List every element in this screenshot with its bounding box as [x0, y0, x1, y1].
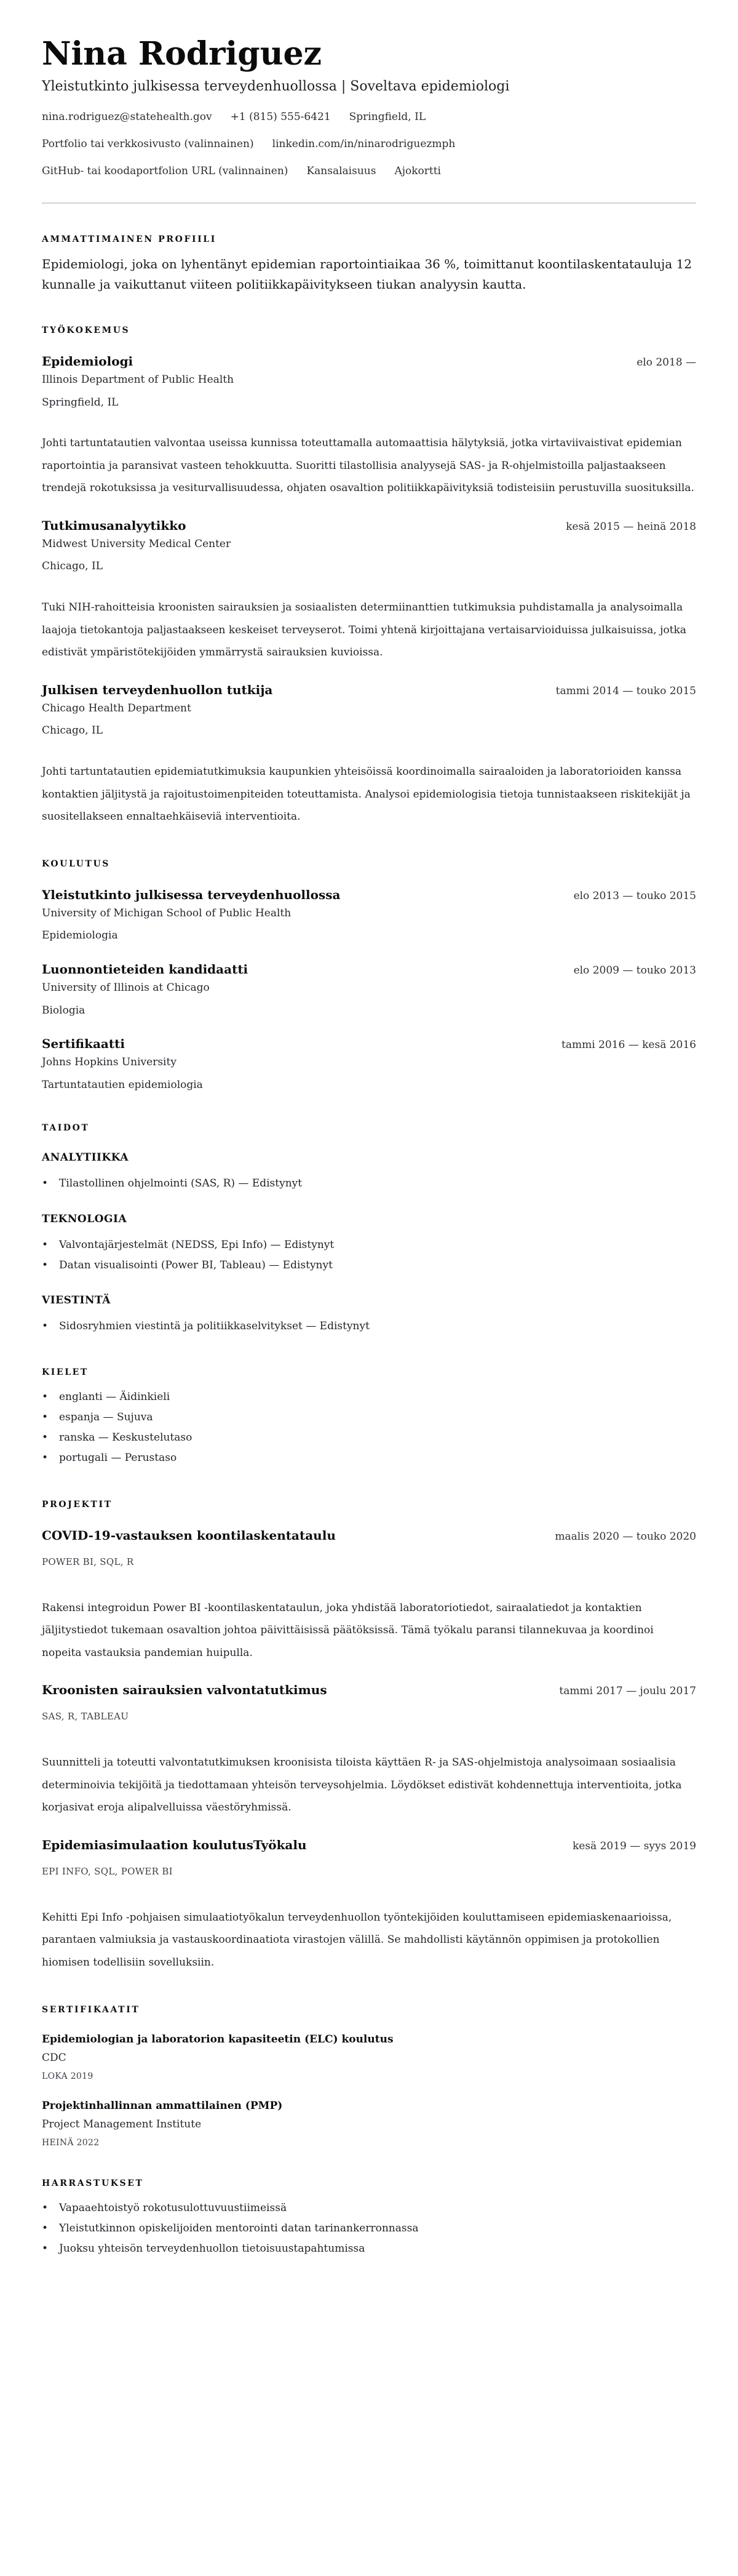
section-title-profile: AMMATTIMAINEN PROFIILI — [42, 234, 216, 244]
job-title: Tutkimusanalyytikko — [42, 518, 186, 533]
certification-entry — [42, 2033, 696, 2081]
section-title-certifications: SERTIFIKAATIT — [42, 2004, 140, 2015]
skill-list — [42, 1316, 696, 1337]
job-location: Springfield, IL — [42, 396, 119, 409]
contact-row-1 — [42, 110, 696, 124]
contact-email[interactable]: nina.rodriguez@statehealth.gov — [42, 110, 212, 123]
contact-portfolio[interactable]: Portfolio tai verkkosivusto (valinnainen) — [42, 137, 254, 150]
interest-item: • Yleistutkinnon opiskelijoiden mentorointi datan tarinankerronnassa — [42, 2218, 696, 2239]
skill-list — [42, 1174, 696, 1194]
language-item: • englanti — Äidinkieli — [42, 1387, 696, 1407]
section-title-skills: TAIDOT — [42, 1123, 90, 1134]
certification-entry — [42, 2100, 696, 2148]
job-dates: tammi 2014 — touko 2015 — [555, 684, 696, 697]
field-of-study: Epidemiologia — [42, 929, 118, 942]
job-location: Chicago, IL — [42, 560, 103, 573]
candidate-name: Nina Rodriguez — [42, 35, 322, 73]
certification-date: LOKA 2019 — [42, 2071, 93, 2081]
field-of-study: Biologia — [42, 1004, 85, 1017]
skill-item: • Valvontajärjestelmät (NEDSS, Epi Info) — Edistynyt — [42, 1235, 696, 1255]
profile-section — [42, 234, 696, 295]
project-name: Epidemiasimulaation koulutusTyökalu — [42, 1837, 307, 1852]
education-entry — [42, 962, 696, 1018]
job-organization: Midwest University Medical Center — [42, 537, 231, 550]
job-dates: kesä 2015 — heinä 2018 — [566, 520, 696, 533]
experience-entry — [42, 354, 696, 500]
contact-row-2 — [42, 137, 696, 151]
skill-item: • Tilastollinen ohjelmointi (SAS, R) — Edistynyt — [42, 1174, 696, 1194]
section-title-experience: TYÖKOKEMUS — [42, 325, 130, 335]
project-dates: kesä 2019 — syys 2019 — [572, 1839, 696, 1852]
section-title-projects: PROJEKTIT — [42, 1499, 113, 1510]
contact-github[interactable]: GitHub- tai koodaportfolion URL (valinnainen) — [42, 164, 288, 177]
language-list — [42, 1387, 696, 1469]
project-tech-stack: SAS, R, TABLEAU — [42, 1711, 129, 1722]
job-title: Epidemiologi — [42, 353, 133, 369]
skill-category-technology: TEKNOLOGIA — [42, 1212, 127, 1225]
job-organization: Illinois Department of Public Health — [42, 373, 234, 386]
project-description: Kehitti Epi Info -pohjaisen simulaatiotyökalun terveydenhuollon työntekijöiden kouluttamiseen epidemiaskenaarioissa, parantaen valmiuksia ja vastauskoordinaatiota virastojen välillä. Se mahdollisti käytännön oppimisen ja protokollien hiomisen todellisiin sovelluksiin. — [42, 1911, 672, 1969]
language-item: • espanja — Sujuva — [42, 1407, 696, 1428]
degree-title: Sertifikaatti — [42, 1036, 125, 1052]
languages-section — [42, 1367, 696, 1469]
interests-section — [42, 2178, 696, 2259]
certification-date: HEINÄ 2022 — [42, 2137, 100, 2148]
project-entry — [42, 1838, 696, 1974]
education-entry — [42, 887, 696, 943]
certification-issuer: CDC — [42, 2051, 66, 2064]
skill-item: • Sidosryhmien viestintä ja politiikkaselvitykset — Edistynyt — [42, 1316, 696, 1337]
project-description: Rakensi integroidun Power BI -koontilaskentataulun, joka yhdistää laboratoriotiedot, sairaalatiedot ja kontaktien jäljitystiedot tukemaan osavaltion johtoa päivittäisissä päätöksissä. Tämä työkalu paransi tilannekuvaa ja koordinoi nopeita vastauksia pandemian huipulla. — [42, 1601, 654, 1659]
certification-name: Projektinhallinnan ammattilainen (PMP) — [42, 2099, 283, 2112]
school-name: University of Illinois at Chicago — [42, 981, 210, 994]
degree-title: Yleistutkinto julkisessa terveydenhuollossa — [42, 887, 341, 902]
resume-header — [42, 36, 696, 204]
project-description: Suunnitteli ja toteutti valvontatutkimuksen kroonisista tiloista käyttäen R- ja SAS-ohjelmistoja analysoimaan sosiaalisia determinoivia tekijöitä ja tiedottamaan yhteisön terveysohjelmia. Löydökset edistivät kohdennettuja interventioita, jotka korjasivat eroja alipalvelluissa väestöryhmissä. — [42, 1756, 682, 1814]
project-name: Kroonisten sairauksien valvontatutkimus — [42, 1682, 327, 1698]
candidate-headline: Yleistutkinto julkisessa terveydenhuollossa | Soveltava epidemiologi — [42, 78, 510, 94]
contact-phone[interactable]: +1 (815) 555-6421 — [230, 110, 331, 123]
skills-section — [42, 1123, 696, 1337]
job-description: Johti tartuntatautien epidemiatutkimuksia kaupunkien yhteisöissä koordinoimalla sairaaloiden ja laboratorioiden kanssa kontaktien jäljitystä ja rajoitustoimenpiteiden toteuttamista. Analysoi epidemiologisia tietoja tunnistaakseen riskitekijät ja suositellakseen ennaltaehkäiseviä interventioita. — [42, 766, 691, 823]
experience-entry — [42, 682, 696, 828]
interest-item: • Vapaaehtoistyö rokotusulottuvuustiimeissä — [42, 2198, 696, 2218]
degree-dates: elo 2013 — touko 2015 — [573, 889, 696, 902]
language-item: • portugali — Perustaso — [42, 1448, 696, 1468]
contact-linkedin[interactable]: linkedin.com/in/ninarodriguezmph — [272, 137, 456, 150]
projects-section — [42, 1500, 696, 1974]
school-name: University of Michigan School of Public Health — [42, 906, 292, 919]
language-item: • ranska — Keskustelutaso — [42, 1428, 696, 1448]
degree-dates: elo 2009 — touko 2013 — [573, 964, 696, 977]
job-description: Tuki NIH-rahoitteisia kroonisten sairauksien ja sosiaalisten determiinanttien tutkimuksia puhdistamalla ja analysoimalla laajoja tietokantoja paljastaakseen keskeiset terveyserot. Toimi yhtenä kirjoittajana vertaisarvioiduissa julkaisuissa, jotka edistivät ympäristötekijöiden ymmärrystä sairauksien kuvioissa. — [42, 601, 686, 659]
skill-category-communication: VIESTINTÄ — [42, 1294, 111, 1306]
project-tech-stack: POWER BI, SQL, R — [42, 1556, 134, 1567]
contact-location: Springfield, IL — [349, 110, 426, 123]
skill-list — [42, 1235, 696, 1276]
project-name: COVID-19-vastauksen koontilaskentataulu — [42, 1527, 336, 1543]
section-title-education: KOULUTUS — [42, 858, 111, 869]
section-title-languages: KIELET — [42, 1367, 89, 1378]
interest-item: • Juoksu yhteisön terveydenhuollon tietoisuustapahtumissa — [42, 2239, 696, 2259]
project-entry — [42, 1682, 696, 1819]
header-divider — [42, 202, 696, 204]
degree-title: Luonnontieteiden kandidaatti — [42, 961, 248, 977]
section-title-interests: HARRASTUKSET — [42, 2178, 144, 2188]
certification-issuer: Project Management Institute — [42, 2118, 202, 2130]
skill-category-analytics: ANALYTIIKKA — [42, 1151, 129, 1164]
project-dates: maalis 2020 — touko 2020 — [555, 1530, 696, 1543]
contact-citizenship: Kansalaisuus — [306, 164, 376, 177]
job-organization: Chicago Health Department — [42, 702, 191, 714]
degree-dates: tammi 2016 — kesä 2016 — [561, 1039, 696, 1052]
profile-summary: Epidemiologi, joka on lyhentänyt epidemian raportointiaikaa 36 %, toimittanut koontilaskentatauluja 12 kunnalle ja vaikuttanut viiteen politiikkapäivitykseen tiukan analyysin kautta. — [42, 256, 692, 292]
job-description: Johti tartuntatautien valvontaa useissa kunnissa toteuttamalla automaattisia hälytyksiä, jotka virtaviivaistivat epidemian raportointia ja paransivat vasteen tehokkuutta. Suoritti tilastollisia analyysejä SAS- ja R-ohjelmistoilla paljastaakseen trendejä rokotuksissa ja vesiturvallisuudessa, ohjaten osavaltion politiikkapäivityksiä todisteisiin perustuvilla suosituksilla. — [42, 437, 694, 495]
contact-drivers-license: Ajokortti — [394, 164, 441, 177]
education-section — [42, 859, 696, 1093]
school-name: Johns Hopkins University — [42, 1056, 177, 1069]
interest-list — [42, 2198, 696, 2259]
project-tech-stack: EPI INFO, SQL, POWER BI — [42, 1865, 173, 1877]
job-location: Chicago, IL — [42, 724, 103, 737]
project-entry — [42, 1528, 696, 1665]
certifications-section — [42, 2005, 696, 2148]
project-dates: tammi 2017 — joulu 2017 — [559, 1685, 696, 1698]
experience-entry — [42, 518, 696, 664]
job-dates: elo 2018 — — [637, 356, 696, 369]
field-of-study: Tartuntatautien epidemiologia — [42, 1078, 203, 1091]
education-entry — [42, 1036, 696, 1092]
experience-section — [42, 326, 696, 828]
job-title: Julkisen terveydenhuollon tutkija — [42, 682, 273, 697]
skill-item: • Datan visualisointi (Power BI, Tableau) — Edistynyt — [42, 1255, 696, 1276]
certification-name: Epidemiologian ja laboratorion kapasiteetin (ELC) koulutus — [42, 2033, 394, 2046]
contact-row-3 — [42, 164, 696, 178]
